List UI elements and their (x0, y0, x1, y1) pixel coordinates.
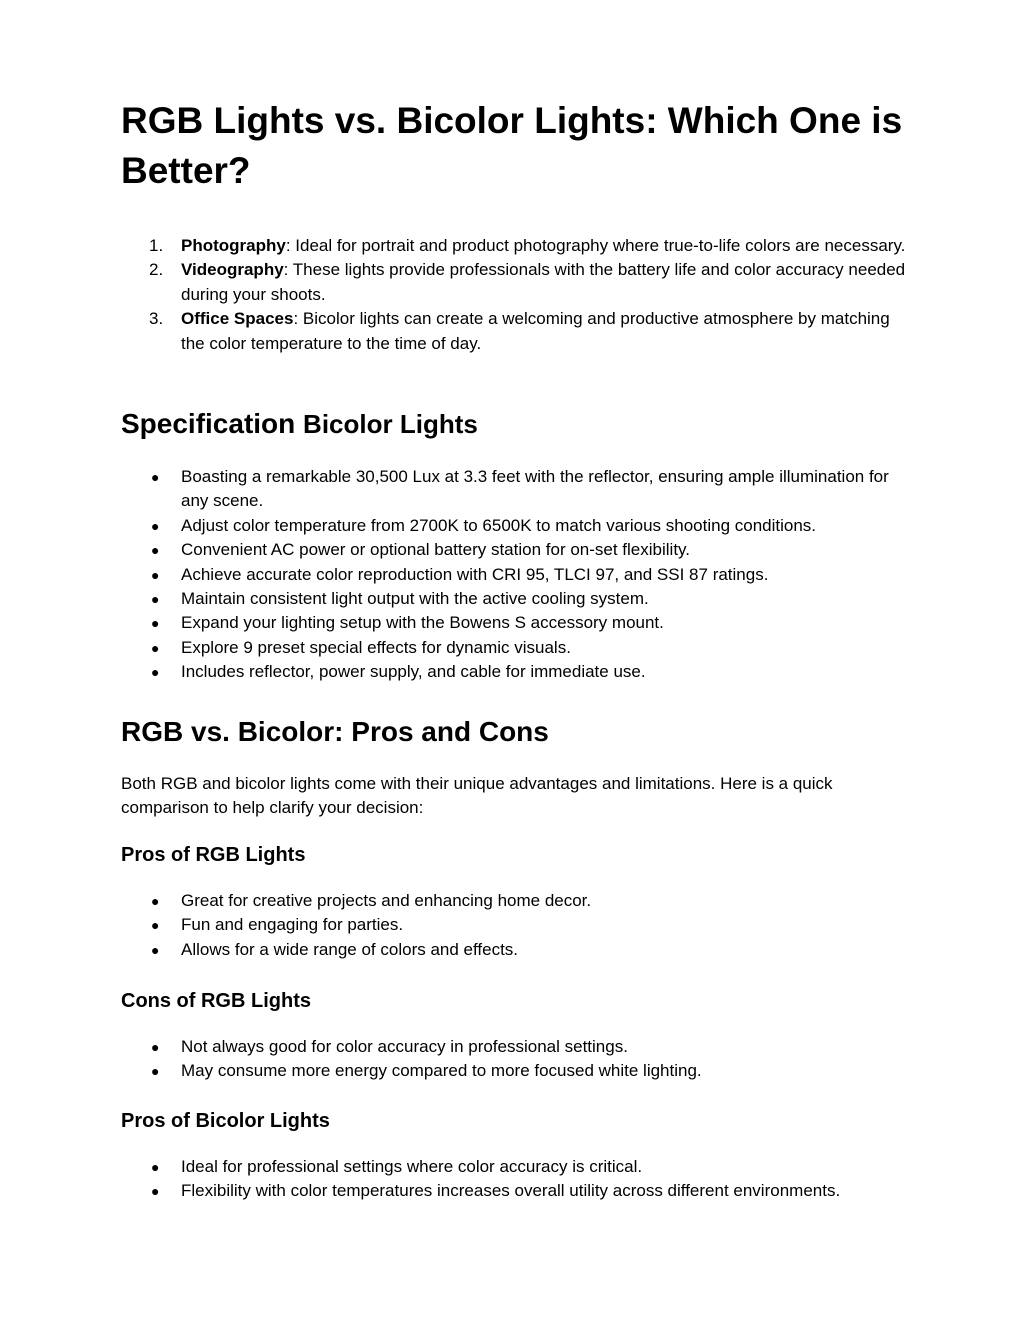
list-item-text: : Ideal for portrait and product photography where true-to-life colors are necessary. (285, 236, 906, 255)
list-item-text: Flexibility with color temperatures increases overall utility across different environments. (181, 1181, 841, 1201)
pros-bicolor-list (121, 1155, 911, 1204)
list-item (121, 913, 911, 937)
bullet: ● (151, 517, 160, 534)
uses-list (121, 234, 911, 356)
bullet: ● (151, 664, 160, 681)
list-item-text: Convenient AC power or optional battery station for on-set flexibility. (181, 540, 691, 560)
bullet: ● (151, 469, 160, 485)
list-item (121, 636, 911, 660)
spec-heading-part1: Specification (121, 408, 296, 439)
bullet: ● (151, 1159, 160, 1175)
bullet: ● (151, 615, 160, 632)
list-item (121, 1179, 911, 1203)
spec-list (121, 465, 911, 685)
list-item (121, 234, 911, 258)
pros-rgb-list (121, 889, 911, 962)
bullet: ● (151, 591, 160, 608)
list-item-text: Expand your lighting setup with the Bowens S accessory mount. (181, 613, 664, 633)
list-item-text: Allows for a wide range of colors and effects. (181, 939, 519, 959)
list-item-text: Achieve accurate color reproduction with CRI 95, TLCI 97, and SSI 87 ratings. (181, 564, 769, 584)
list-number: 3. (149, 309, 164, 329)
pros-rgb-heading: Pros of RGB Lights (121, 844, 306, 866)
bullet: ● (151, 1183, 160, 1200)
pros-cons-intro: Both RGB and bicolor lights come with their unique advantages and limitations. Here is a quick comparison to help clarify your decision: (121, 774, 833, 818)
list-item (121, 938, 911, 962)
list-item-term: Office Spaces (181, 309, 294, 329)
list-item-text: : Bicolor lights can create a welcoming and productive atmosphere by matching the color temperature to the time of day. (181, 309, 890, 353)
bullet: ● (151, 893, 160, 909)
list-number: 2. (149, 260, 164, 280)
bullet: ● (151, 1039, 160, 1055)
list-item-text: Not always good for color accuracy in professional settings. (181, 1037, 628, 1056)
list-item (121, 1155, 911, 1179)
list-item-text: Fun and engaging for parties. (181, 915, 404, 935)
page-title: RGB Lights vs. Bicolor Lights: Which One is Better? (121, 100, 903, 191)
list-item (121, 514, 911, 538)
list-item (121, 563, 911, 587)
cons-rgb-list (121, 1035, 911, 1084)
list-item (121, 660, 911, 684)
list-item-text: Boasting a remarkable 30,500 Lux at 3.3 feet with the reflector, ensuring ample illumination for any scene. (181, 467, 889, 511)
list-item (121, 538, 911, 562)
list-item-text: Adjust color temperature from 2700K to 6500K to match various shooting conditions. (181, 515, 817, 535)
bullet: ● (151, 941, 160, 958)
bullet: ● (151, 917, 160, 934)
pros-cons-heading: RGB vs. Bicolor: Pros and Cons (121, 716, 549, 747)
list-item-term: Videography (181, 260, 284, 280)
list-item (121, 889, 911, 913)
pros-bicolor-heading: Pros of Bicolor Lights (121, 1110, 330, 1132)
cons-rgb-heading: Cons of RGB Lights (121, 990, 311, 1012)
bullet: ● (151, 1063, 160, 1080)
list-item (121, 307, 911, 356)
list-item (121, 465, 911, 514)
list-item (121, 1035, 911, 1059)
list-item-text: May consume more energy compared to more focused white lighting. (181, 1061, 702, 1081)
list-item-text: Maintain consistent light output with the active cooling system. (181, 589, 649, 609)
list-item-text: Includes reflector, power supply, and cable for immediate use. (181, 662, 646, 682)
list-item (121, 587, 911, 611)
bullet: ● (151, 566, 160, 583)
list-number: 1. (149, 236, 164, 255)
bullet: ● (151, 639, 160, 656)
spec-heading (121, 407, 478, 441)
bullet: ● (151, 542, 160, 559)
list-item-term: Photography (181, 236, 286, 255)
list-item (121, 611, 911, 635)
list-item-text: Great for creative projects and enhancing home decor. (181, 891, 592, 910)
list-item (121, 1059, 911, 1083)
spec-heading-part2: Bicolor Lights (303, 409, 478, 439)
list-item-text: : These lights provide professionals with the battery life and color accuracy needed during your shoots. (181, 260, 906, 304)
list-item (121, 258, 911, 307)
list-item-text: Explore 9 preset special effects for dynamic visuals. (181, 637, 571, 657)
list-item-text: Ideal for professional settings where color accuracy is critical. (181, 1157, 643, 1176)
